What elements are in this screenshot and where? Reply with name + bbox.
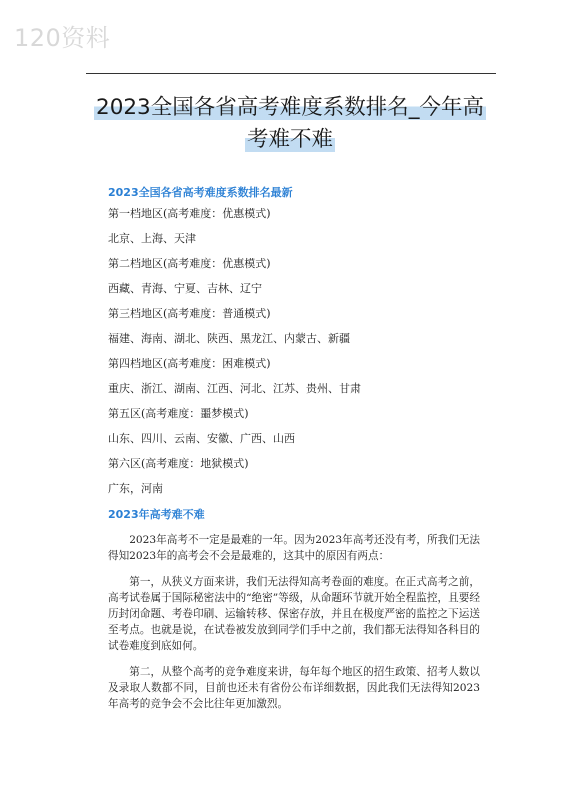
ranking-line: 第四档地区(高考难度：困难模式)	[108, 357, 271, 370]
ranking-line: 山东、四川、云南、安徽、广西、山西	[108, 432, 295, 445]
ranking-line: 西藏、青海、宁夏、吉林、辽宁	[108, 282, 262, 295]
body-paragraph: 第二，从整个高考的竞争难度来讲，每年每个地区的招生政策、招考人数以及录取人数都不同，目前也还未有省份公布详细数据，因此我们无法得知2023年高考的竞争会不会比往年更加激烈。	[108, 666, 480, 710]
title-line-2: 考难不难	[246, 127, 333, 152]
ranking-line: 第三档地区(高考难度：普通模式)	[108, 307, 271, 320]
document-body	[108, 184, 480, 722]
ranking-line: 第五区(高考难度：噩梦模式)	[108, 407, 249, 420]
body-paragraph: 2023年高考不一定是最难的一年。因为2023年高考还没有考，所我们无法得知2023年的高考会不会是最难的，这其中的原因有两点：	[108, 534, 480, 562]
body-paragraph: 第一，从狭义方面来讲，我们无法得知高考卷面的难度。在正式高考之前，高考试卷属于国际秘密法中的“绝密”等级，从命题环节就开始全程监控，且要经历封闭命题、考卷印刷、运输转移、保密存放，并且在极度严密的监控之下运送至考点。也就是说，在试卷被发放到同学们手中之前，我们都无法得知各科目的试卷难度到底如何。	[108, 576, 480, 652]
watermark-logo: 120资料	[14, 24, 111, 52]
ranking-line: 北京、上海、天津	[108, 232, 196, 245]
ranking-line: 重庆、浙江、湖南、江西、河北、江苏、贵州、甘肃	[108, 382, 361, 395]
ranking-line: 第六区(高考难度：地狱模式)	[108, 457, 249, 470]
header-divider	[86, 73, 496, 74]
ranking-line: 广东，河南	[108, 482, 163, 495]
ranking-line: 福建、海南、湖北、陕西、黑龙江、内蒙古、新疆	[108, 332, 350, 345]
section-heading-difficulty: 2023年高考难不难	[108, 508, 205, 521]
ranking-line: 第二档地区(高考难度：优惠模式)	[108, 257, 271, 270]
section-heading-ranking: 2023全国各省高考难度系数排名最新	[108, 186, 293, 199]
ranking-line: 第一档地区(高考难度：优惠模式)	[108, 207, 271, 220]
title-line-1: 2023全国各省高考难度系数排名_今年高	[96, 95, 484, 120]
document-title	[90, 92, 490, 156]
